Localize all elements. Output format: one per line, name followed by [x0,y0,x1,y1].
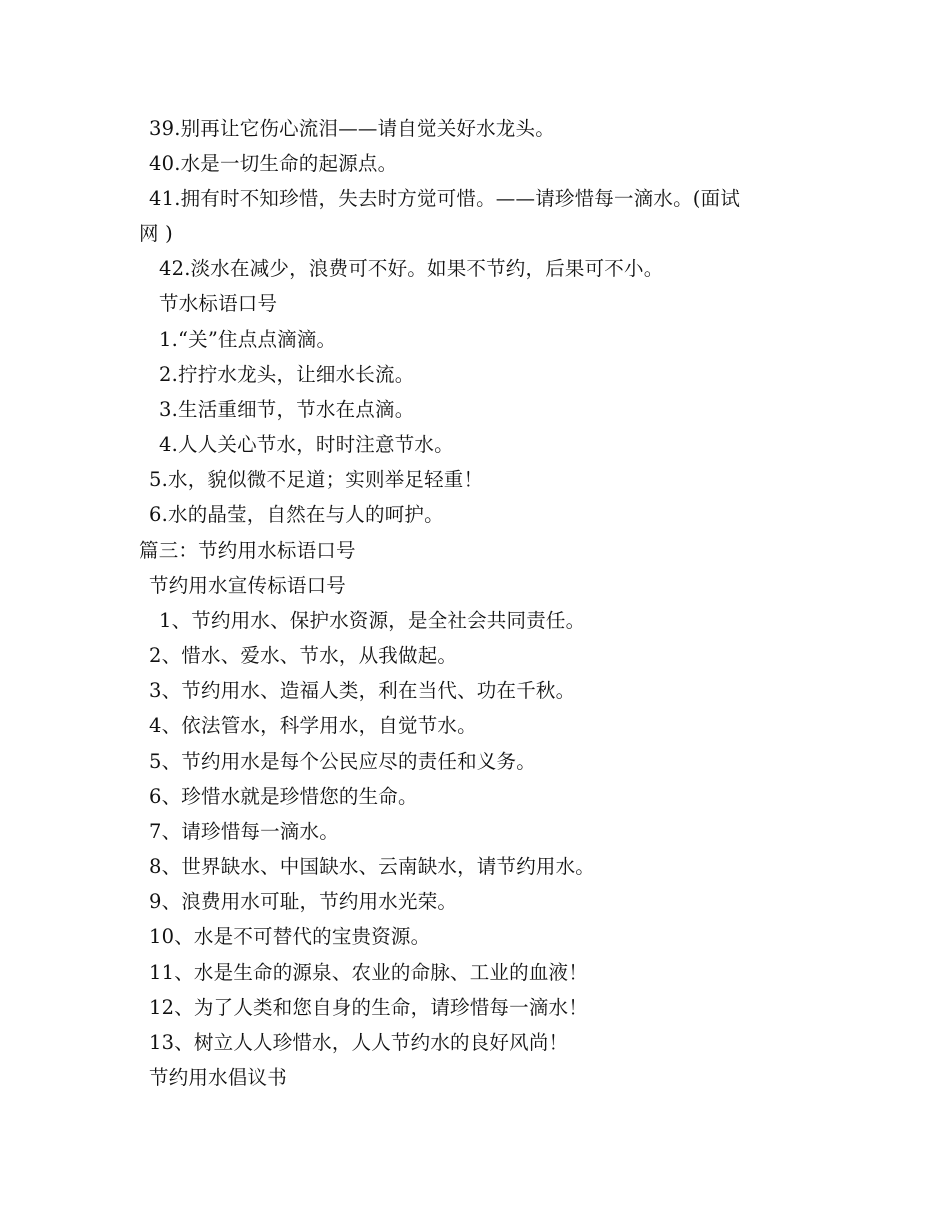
text-line: 6、珍惜水就是珍惜您的生命。 [149,785,418,808]
section-heading: 节约用水倡议书 [149,1066,287,1089]
text-line: 41.拥有时不知珍惜，失去时方觉可惜。——请珍惜每一滴水。(面试 [149,187,741,210]
text-line: 3、节约用水、造福人类，利在当代、功在千秋。 [149,679,576,702]
text-line: 2、惜水、爱水、节水，从我做起。 [149,644,458,667]
text-line: 12、为了人类和您自身的生命，请珍惜每一滴水！ [149,996,588,1019]
text-line: 9、浪费用水可耻，节约用水光荣。 [149,890,458,913]
text-line: 11、水是生命的源泉、农业的命脉、工业的血液！ [149,961,588,984]
text-line: 39.别再让它伤心流泪——请自觉关好水龙头。 [149,117,555,140]
text-line: 1.“关”住点点滴滴。 [159,328,337,351]
text-line: 40.水是一切生命的起源点。 [149,152,398,175]
text-line: 42.淡水在减少，浪费可不好。如果不节约，后果可不小。 [159,257,664,280]
text-line: 10、水是不可替代的宝贵资源。 [149,925,431,948]
text-line: 4、依法管水，科学用水，自觉节水。 [149,714,477,737]
section-heading: 节约用水宣传标语口号 [149,574,347,597]
text-line: 3.生活重细节，节水在点滴。 [159,398,415,421]
text-line: 网 ) [139,222,173,245]
text-line: 13、树立人人珍惜水，人人节约水的良好风尚！ [149,1031,569,1054]
text-line: 5.水，貌似微不足道；实则举足轻重！ [149,468,484,491]
text-line: 4.人人关心节水，时时注意节水。 [159,433,454,456]
text-line: 2.拧拧水龙头，让细水长流。 [159,363,415,386]
section-heading: 节水标语口号 [159,292,278,315]
chapter-heading: 篇三：节约用水标语口号 [139,539,356,562]
text-line: 6.水的晶莹，自然在与人的呵护。 [149,503,444,526]
text-line: 5、节约用水是每个公民应尽的责任和义务。 [149,750,536,773]
text-line: 1、节约用水、保护水资源，是全社会共同责任。 [159,609,586,632]
text-line: 8、世界缺水、中国缺水、云南缺水，请节约用水。 [149,855,596,878]
text-line: 7、请珍惜每一滴水。 [149,820,339,843]
